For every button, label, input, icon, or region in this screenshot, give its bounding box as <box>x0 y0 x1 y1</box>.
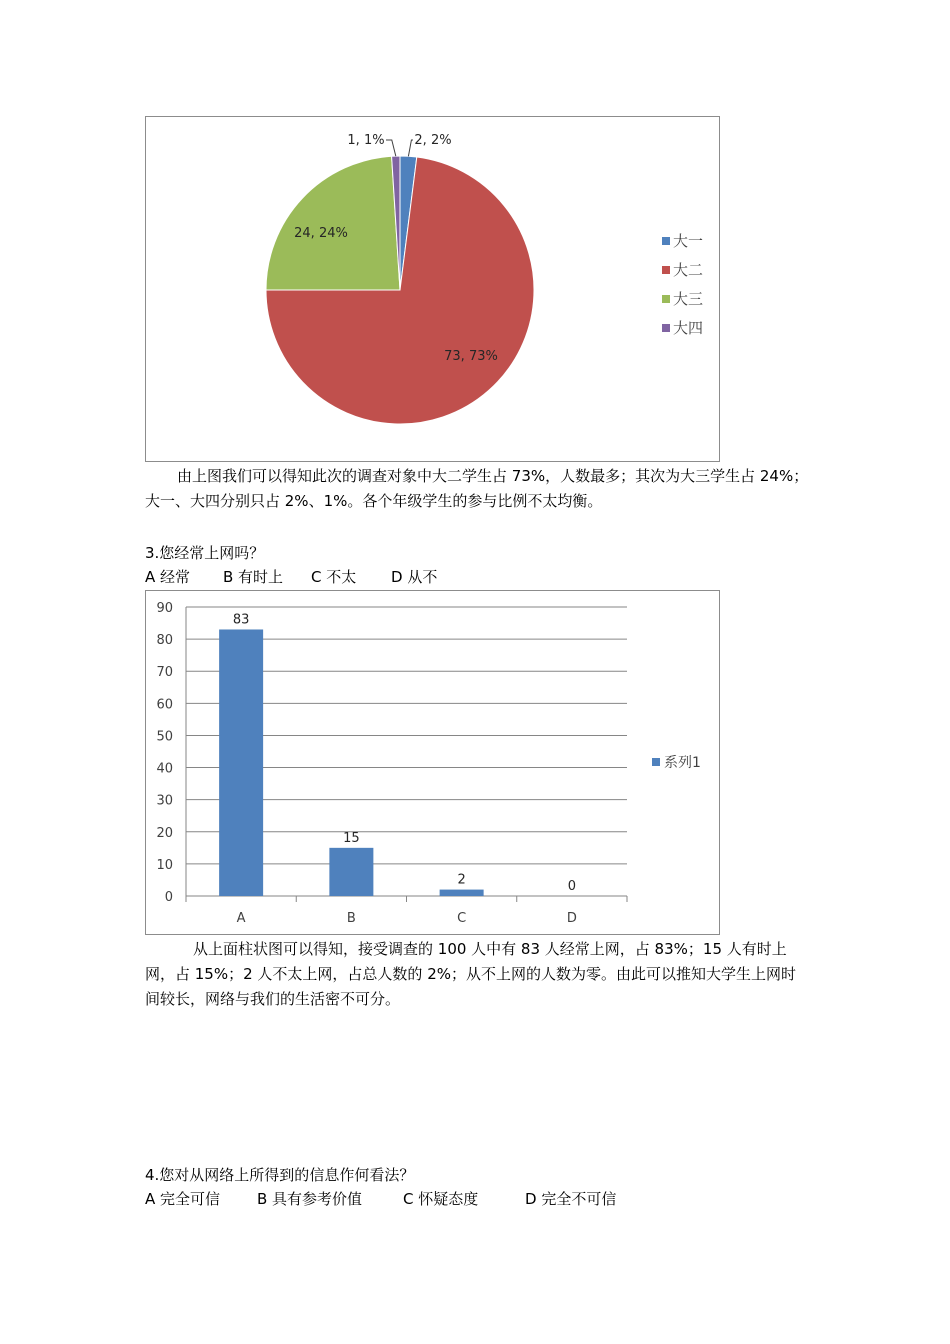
pie-data-label-2: 73, 73% <box>444 349 498 364</box>
pie-chart <box>145 116 720 462</box>
bar-ytick-label-50: 50 <box>156 729 173 745</box>
pie-leader-line-4 <box>386 140 396 156</box>
bar-ytick-label-90: 90 <box>156 601 173 616</box>
q4-option-d: D 完全不可信 <box>525 1190 617 1208</box>
pie-legend-label-4: 大四 <box>673 319 704 337</box>
bar-B <box>329 848 373 896</box>
bar-legend-swatch <box>652 758 660 766</box>
bar-data-label-D: 0 <box>567 879 577 894</box>
bar-ytick-label-70: 70 <box>156 665 173 681</box>
bar-ytick-label-0: 0 <box>164 890 173 905</box>
bar-chart-svg <box>146 591 721 936</box>
paragraph-internet-summary-text: 从上面柱状图可以得知，接受调查的 100 人中有 83 人经常上网，占 83%；15 人有时上网，占 15%；2 人不太上网，占总人数的 2%；从不上网的人数为零。由此可以推知大学生上网时间较长，网络与我们的生活密不可分。 <box>145 940 796 1008</box>
question-4-title: 4.您对从网络上所得到的信息作何看法？ <box>145 1166 415 1184</box>
q3-option-d: D 从不 <box>391 568 438 586</box>
pie-legend-label-2: 大二 <box>673 261 704 279</box>
pie-legend-label-3: 大三 <box>673 290 704 308</box>
pie-data-label-4: 1, 1% <box>347 133 385 148</box>
q3-option-a: A 经常 <box>145 568 191 586</box>
pie-legend-swatch-4 <box>662 324 670 332</box>
bar-ytick-label-80: 80 <box>156 633 173 649</box>
q4-option-a: A 完全可信 <box>145 1190 221 1208</box>
bar-data-label-C: 2 <box>457 872 466 888</box>
bar-ytick-label-10: 10 <box>156 857 173 873</box>
bar-ytick-label-60: 60 <box>156 697 173 713</box>
question-4-options <box>145 1188 616 1209</box>
bar-data-label-B: 15 <box>343 830 360 846</box>
pie-legend-swatch-2 <box>662 266 670 274</box>
question-3-title: 3.您经常上网吗？ <box>145 544 265 562</box>
bar-xtick-label-D: D <box>566 911 577 926</box>
bar-legend-label: 系列1 <box>664 755 701 771</box>
bar-ytick-label-30: 30 <box>156 793 173 809</box>
bar-chart <box>145 590 720 935</box>
bar-xtick-label-B: B <box>346 911 356 926</box>
q4-option-b: B 具有参考价值 <box>257 1190 363 1208</box>
pie-data-label-1: 2, 2% <box>414 133 452 148</box>
pie-slice-3 <box>266 156 400 290</box>
paragraph-grade-summary-text: 由上图我们可以得知此次的调查对象中大二学生占 73%，人数最多；其次为大三学生占 24%；大一、大四分别只占 2%、1%。各个年级学生的参与比例不太均衡。 <box>145 467 809 510</box>
pie-data-label-3: 24, 24% <box>294 226 348 241</box>
pie-legend-swatch-3 <box>662 295 670 303</box>
bar-xtick-label-A: A <box>236 911 246 926</box>
pie-chart-svg <box>146 117 721 463</box>
pie-legend-label-1: 大一 <box>673 232 704 250</box>
paragraph-internet-summary <box>145 937 810 1012</box>
q3-option-c: C 不太 <box>311 568 357 586</box>
bar-ytick-label-40: 40 <box>156 761 173 777</box>
pie-legend-swatch-1 <box>662 237 670 245</box>
bar-data-label-A: 83 <box>232 612 250 628</box>
bar-C <box>440 890 484 896</box>
q4-option-c: C 怀疑态度 <box>403 1190 479 1208</box>
bar-xtick-label-C: C <box>457 911 467 926</box>
pie-leader-line-1 <box>408 140 413 156</box>
bar-A <box>219 629 263 896</box>
question-3-options <box>145 566 437 587</box>
paragraph-grade-summary <box>145 464 810 514</box>
bar-ytick-label-20: 20 <box>156 825 173 841</box>
q3-option-b: B 有时上 <box>223 568 284 586</box>
